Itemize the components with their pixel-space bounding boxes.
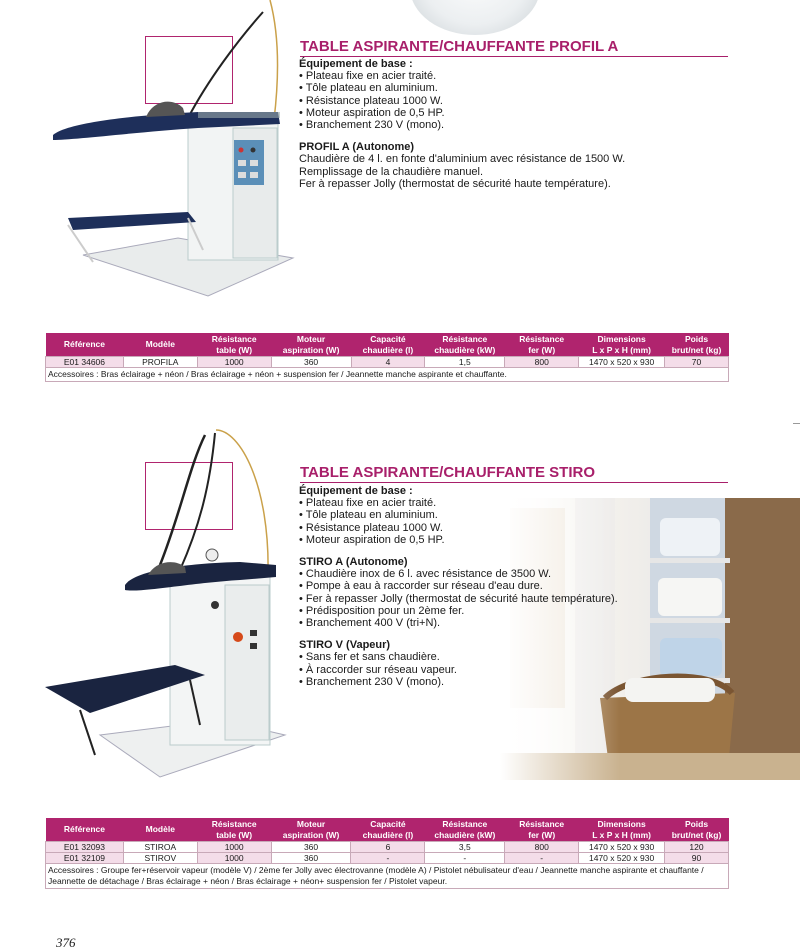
table-row bbox=[46, 853, 729, 864]
stiro-title: TABLE ASPIRANTE/CHAUFFANTE STIRO bbox=[300, 464, 728, 483]
cell-reference: E01 32093 bbox=[46, 842, 124, 853]
variant-a-item: • Prédisposition pour un 2ème fer. bbox=[299, 604, 465, 617]
accessories-row bbox=[46, 864, 729, 889]
cell-motor: 360 bbox=[271, 853, 351, 864]
cell-reference: E01 34606 bbox=[46, 357, 124, 368]
cell-iron-resistance: 800 bbox=[505, 357, 579, 368]
cell-boiler-resistance: 3,5 bbox=[425, 842, 505, 853]
stiro-product-image bbox=[40, 425, 300, 790]
col-header: Modèle bbox=[123, 818, 197, 842]
cell-model: PROFILA bbox=[123, 357, 197, 368]
variant-v-item: • À raccorder sur réseau vapeur. bbox=[299, 663, 457, 676]
col-header: Poids brut/net (kg) bbox=[665, 333, 729, 357]
cell-dimensions: 1470 x 520 x 930 bbox=[579, 853, 665, 864]
equip-item: • Branchement 230 V (mono). bbox=[299, 119, 445, 132]
equip-item: • Plateau fixe en acier traité. bbox=[299, 497, 437, 510]
accessories-row bbox=[46, 368, 729, 382]
col-header: Référence bbox=[46, 333, 124, 357]
col-header: Résistance chaudière (kW) bbox=[425, 818, 505, 842]
equip-item: • Résistance plateau 1000 W. bbox=[299, 94, 443, 107]
table-header-row bbox=[46, 818, 729, 842]
stiro-description bbox=[299, 485, 639, 688]
cell-iron-resistance: - bbox=[505, 853, 579, 864]
variant-a-item: • Chaudière inox de 6 l. avec résistance de 3500 W. bbox=[299, 568, 552, 581]
col-header: Capacité chaudière (l) bbox=[351, 818, 425, 842]
cell-weight: 120 bbox=[665, 842, 729, 853]
equip-heading: Équipement de base : bbox=[299, 58, 413, 70]
cell-motor: 360 bbox=[271, 842, 351, 853]
cell-boiler-resistance: 1,5 bbox=[425, 357, 505, 368]
profil-description bbox=[299, 58, 639, 190]
cell-dimensions: 1470 x 520 x 930 bbox=[579, 357, 665, 368]
profil-spec-table bbox=[45, 333, 729, 382]
accessories-text bbox=[46, 864, 729, 889]
table-header-row bbox=[46, 333, 729, 357]
variant-a-item: • Fer à repasser Jolly (thermostat de sécurité haute température). bbox=[299, 592, 618, 605]
equip-item: • Moteur aspiration de 0,5 HP. bbox=[299, 106, 445, 119]
variant-heading: PROFIL A (Autonome) bbox=[299, 141, 415, 154]
cell-table-resistance: 1000 bbox=[197, 853, 271, 864]
col-header: Moteur aspiration (W) bbox=[271, 818, 351, 842]
accessories-text: Accessoires : Bras éclairage + néon / Bras éclairage + néon + suspension fer / Jeannette manche aspirante et chauffante. bbox=[46, 368, 729, 382]
cell-weight: 90 bbox=[665, 853, 729, 864]
col-header: Référence bbox=[46, 818, 124, 842]
col-header: Résistance fer (W) bbox=[505, 333, 579, 357]
equip-item: • Tôle plateau en aluminium. bbox=[299, 82, 438, 95]
cell-boiler-capacity: 4 bbox=[351, 357, 425, 368]
accessories-line: Jeannette de détachage / Bras éclairage + néon / Bras éclairage + néon+ suspension fer / Pistolet vapeur. bbox=[48, 876, 448, 886]
variant-v-item: • Branchement 230 V (mono). bbox=[299, 675, 445, 688]
col-header: Modèle bbox=[123, 333, 197, 357]
cell-boiler-capacity: - bbox=[351, 853, 425, 864]
col-header: Résistance table (W) bbox=[197, 818, 271, 842]
cell-model: STIROA bbox=[123, 842, 197, 853]
col-header: Dimensions L x P x H (mm) bbox=[579, 333, 665, 357]
ironing-table-illustration bbox=[48, 0, 298, 305]
equip-item: • Plateau fixe en acier traité. bbox=[299, 70, 437, 83]
variant-a-heading: STIRO A (Autonome) bbox=[299, 556, 408, 569]
equip-item: • Moteur aspiration de 0,5 HP. bbox=[299, 533, 445, 546]
equip-item: • Résistance plateau 1000 W. bbox=[299, 521, 443, 534]
col-header: Résistance chaudière (kW) bbox=[425, 333, 505, 357]
variant-line: Chaudière de 4 l. en fonte d'aluminium avec résistance de 1500 W. bbox=[299, 153, 626, 166]
cell-reference: E01 32109 bbox=[46, 853, 124, 864]
table-row bbox=[46, 842, 729, 853]
cell-boiler-capacity: 6 bbox=[351, 842, 425, 853]
equip-item: • Tôle plateau en aluminium. bbox=[299, 509, 438, 522]
col-header: Résistance table (W) bbox=[197, 333, 271, 357]
cell-motor: 360 bbox=[271, 357, 351, 368]
variant-v-heading: STIRO V (Vapeur) bbox=[299, 639, 391, 652]
variant-v-item: • Sans fer et sans chaudière. bbox=[299, 651, 440, 664]
variant-a-item: • Branchement 400 V (tri+N). bbox=[299, 617, 441, 630]
equip-heading: Équipement de base : bbox=[299, 485, 413, 497]
col-header: Capacité chaudière (l) bbox=[351, 333, 425, 357]
col-header: Dimensions L x P x H (mm) bbox=[579, 818, 665, 842]
cell-table-resistance: 1000 bbox=[197, 357, 271, 368]
stiro-spec-table bbox=[45, 818, 729, 889]
accessories-line: Accessoires : Groupe fer+réservoir vapeur (modèle V) / 2ème fer Jolly avec électrovanne (modèle A) / Pistolet nébulisateur d'eau / Jeannette manche aspirante et chauffante / bbox=[48, 865, 704, 875]
ironing-table-illustration bbox=[40, 425, 300, 790]
margin-mark bbox=[793, 423, 800, 424]
profil-product-image bbox=[48, 0, 298, 305]
variant-line: Remplissage de la chaudière manuel. bbox=[299, 165, 484, 178]
top-decorative-arc bbox=[410, 0, 540, 35]
col-header: Poids brut/net (kg) bbox=[665, 818, 729, 842]
profil-title: TABLE ASPIRANTE/CHAUFFANTE PROFIL A bbox=[300, 38, 728, 57]
cell-model: STIROV bbox=[123, 853, 197, 864]
cell-table-resistance: 1000 bbox=[197, 842, 271, 853]
variant-a-item: • Pompe à eau à raccorder sur réseau d'eau dure. bbox=[299, 580, 543, 593]
cell-dimensions: 1470 x 520 x 930 bbox=[579, 842, 665, 853]
col-header: Résistance fer (W) bbox=[505, 818, 579, 842]
cell-iron-resistance: 800 bbox=[505, 842, 579, 853]
page-number: 376 bbox=[56, 935, 76, 950]
col-header: Moteur aspiration (W) bbox=[271, 333, 351, 357]
table-row bbox=[46, 357, 729, 368]
cell-weight: 70 bbox=[665, 357, 729, 368]
cell-boiler-resistance: - bbox=[425, 853, 505, 864]
variant-line: Fer à repasser Jolly (thermostat de sécurité haute température). bbox=[299, 177, 611, 190]
